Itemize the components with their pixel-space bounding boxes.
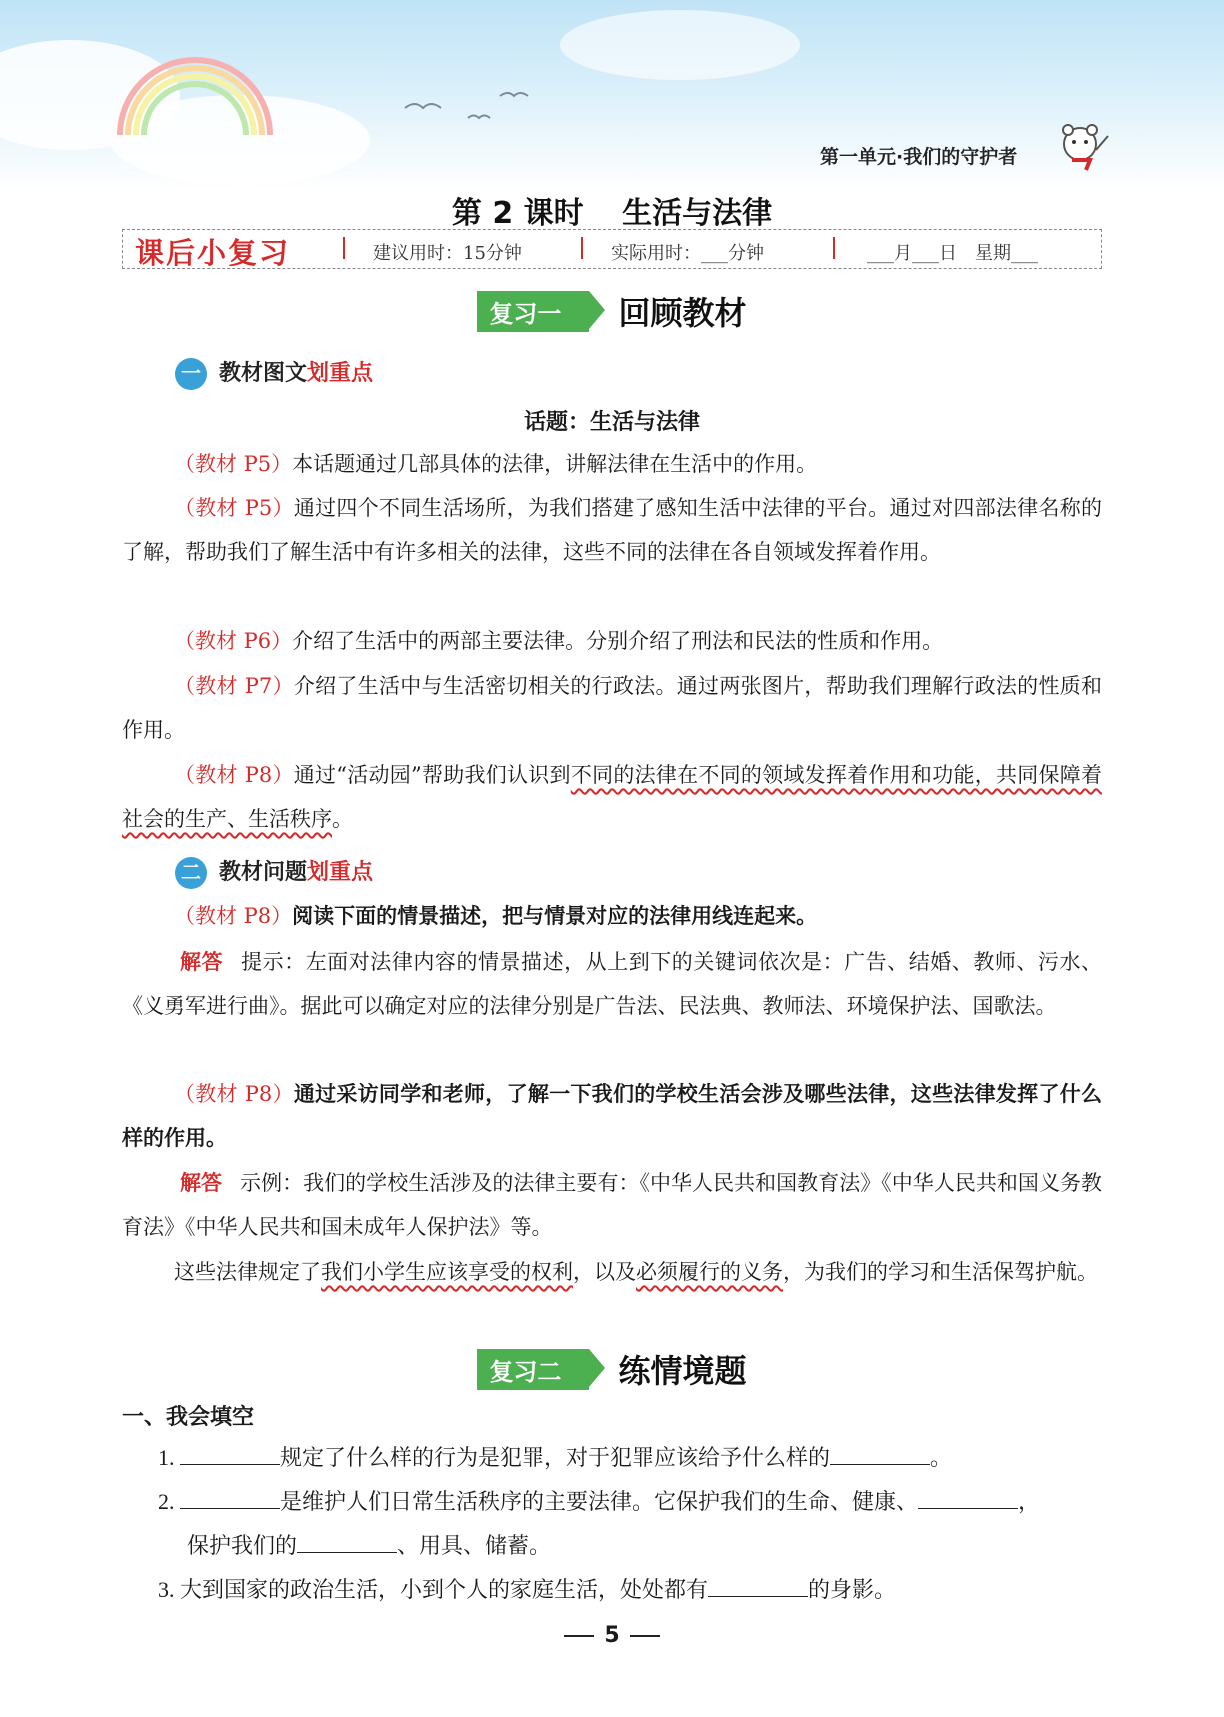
subsection-number: 一 — [175, 358, 207, 390]
answer-text: 提示：左面对法律内容的情景描述，从上到下的关键词依次是：广告、结婚、教师、污水、《义勇军进行曲》。据此可以确定对应的法律分别是广告法、民法典、教师法、环境保护法、国歌法。 — [122, 950, 1103, 1018]
divider — [343, 237, 345, 259]
question-number: 2. — [158, 1489, 175, 1514]
subsection-1 — [175, 356, 373, 390]
textbook-ref: （教材 P6） — [174, 629, 293, 653]
fill-question-2-line2 — [187, 1524, 1087, 1568]
subsection-label: 教材问题 — [219, 860, 308, 885]
subsection-2 — [175, 855, 373, 889]
paragraph-text: 通过“活动园”帮助我们认识到 — [293, 763, 571, 787]
paragraph-text: 通过四个不同生活场所，为我们搭建了感知生活中法律的平台。通过对四部法律名称的了解，帮助我们了解生活中有许多相关的法律，这些不同的法律在各自领域发挥着作用。 — [122, 496, 1103, 564]
answer — [122, 940, 1102, 1028]
lesson-number: 第 2 课时 — [451, 196, 584, 231]
paragraph — [122, 664, 1102, 752]
section1-name: 回顾教材 — [618, 294, 747, 332]
paragraph-text: 介绍了生活中的两部主要法律。分别介绍了刑法和民法的性质和作用。 — [292, 629, 944, 653]
question-text: 的身影。 — [808, 1577, 897, 1602]
answer-blank[interactable] — [918, 1486, 1018, 1509]
question — [122, 1072, 1102, 1160]
review-bar — [122, 229, 1102, 269]
paragraph-text: 本话题通过几部具体的法律，讲解法律在生活中的作用。 — [292, 452, 818, 476]
paragraph-text: 介绍了生活中与生活密切相关的行政法。通过两张图片，帮助我们理解行政法的性质和作用。 — [122, 674, 1103, 742]
question-text: 。 — [930, 1445, 953, 1470]
fill-question-2 — [158, 1480, 1102, 1524]
bear-mascot-icon — [1052, 120, 1112, 180]
page-number — [0, 1623, 1224, 1648]
fill-question-1 — [158, 1436, 1102, 1480]
subsection-number: 二 — [175, 857, 207, 889]
answer-blank[interactable] — [180, 1486, 280, 1509]
topic-heading: 话题：生活与法律 — [523, 410, 700, 435]
divider — [581, 237, 583, 259]
answer-blank[interactable] — [297, 1530, 397, 1553]
section1-header — [0, 288, 1224, 334]
question-text: 规定了什么样的行为是犯罪，对于犯罪应该给予什么样的 — [280, 1445, 831, 1470]
part-heading: 一、我会填空 — [122, 1405, 255, 1430]
question-text: ， — [1018, 1489, 1041, 1514]
question-text: 通过采访同学和老师，了解一下我们的学校生活会涉及哪些法律，这些法律发挥了什么样的作用。 — [122, 1082, 1103, 1150]
answer — [122, 1161, 1102, 1249]
section2-tag: 复习二 — [477, 1349, 589, 1390]
birds-icon — [400, 88, 560, 128]
question-text: 阅读下面的情景描述，把与情景对应的法律用线连起来。 — [292, 904, 818, 928]
question-text: 是维护人们日常生活秩序的主要法律。它保护我们的生命、健康、 — [280, 1489, 919, 1514]
suggested-time: 建议用时：15分钟 — [373, 243, 522, 264]
cloud-decoration — [560, 10, 800, 80]
answer-blank[interactable] — [830, 1442, 930, 1465]
subsection-label: 教材图文 — [219, 361, 308, 386]
key-point-text: 我们小学生应该享受的权利 — [321, 1260, 573, 1284]
paragraph — [122, 753, 1102, 841]
paragraph-text: ，以及 — [573, 1260, 636, 1284]
paragraph-text: 这些法律规定了 — [174, 1260, 321, 1284]
subsection-highlight: 划重点 — [307, 860, 374, 885]
answer-text: 示例：我们的学校生活涉及的法律主要有：《中华人民共和国教育法》《中华人民共和国义务教育法》《中华人民共和国未成年人保护法》等。 — [122, 1171, 1102, 1239]
section1-tag: 复习一 — [477, 291, 589, 332]
paragraph-text: 。 — [332, 807, 353, 831]
question-number: 3. — [158, 1577, 175, 1602]
answer-label: 解答 — [180, 950, 224, 974]
key-point-text: 必须履行的义务 — [636, 1260, 783, 1284]
fill-question-3 — [158, 1568, 1102, 1612]
paragraph — [122, 619, 1102, 663]
answer-blank[interactable] — [708, 1574, 808, 1597]
actual-time: 实际用时：___分钟 — [611, 243, 764, 264]
textbook-ref: （教材 P5） — [174, 496, 294, 520]
dash-decoration — [564, 1635, 594, 1637]
answer-blank[interactable] — [180, 1442, 280, 1465]
paragraph-text: ，为我们的学习和生活保驾护航。 — [783, 1260, 1098, 1284]
paragraph — [122, 486, 1102, 574]
dash-decoration — [630, 1635, 660, 1637]
unit-header: 第一单元·我们的守护者 — [820, 146, 1018, 168]
paragraph — [122, 1250, 1102, 1294]
page-number-text: 5 — [604, 1623, 620, 1648]
textbook-ref: （教材 P7） — [174, 674, 294, 698]
section2-name: 练情境题 — [618, 1352, 747, 1390]
textbook-ref: （教材 P5） — [174, 452, 293, 476]
textbook-ref: （教材 P8） — [174, 1082, 294, 1106]
review-label: 课后小复习 — [135, 236, 291, 270]
question-text: 大到国家的政治生活，小到个人的家庭生活，处处都有 — [180, 1577, 709, 1602]
section2-header — [0, 1346, 1224, 1392]
answer-label: 解答 — [180, 1171, 223, 1195]
textbook-ref: （教材 P8） — [174, 763, 294, 787]
lesson-name: 生活与法律 — [622, 196, 773, 231]
lesson-title — [0, 188, 1224, 232]
question-text: 保护我们的 — [187, 1533, 298, 1558]
textbook-ref: （教材 P8） — [174, 904, 293, 928]
question — [122, 894, 1102, 938]
paragraph — [122, 442, 1102, 486]
key-point-text: 不同的法律在不同的领域发挥着作用和功能，共同保障着社会的生产、生活秩序 — [122, 763, 1102, 831]
subsection-highlight: 划重点 — [307, 361, 374, 386]
divider — [833, 237, 835, 259]
question-number: 1. — [158, 1445, 175, 1470]
date-field: ___月___日 星期___ — [867, 243, 1038, 264]
question-text: 、用具、储蓄。 — [397, 1533, 552, 1558]
rainbow-icon — [110, 40, 280, 140]
